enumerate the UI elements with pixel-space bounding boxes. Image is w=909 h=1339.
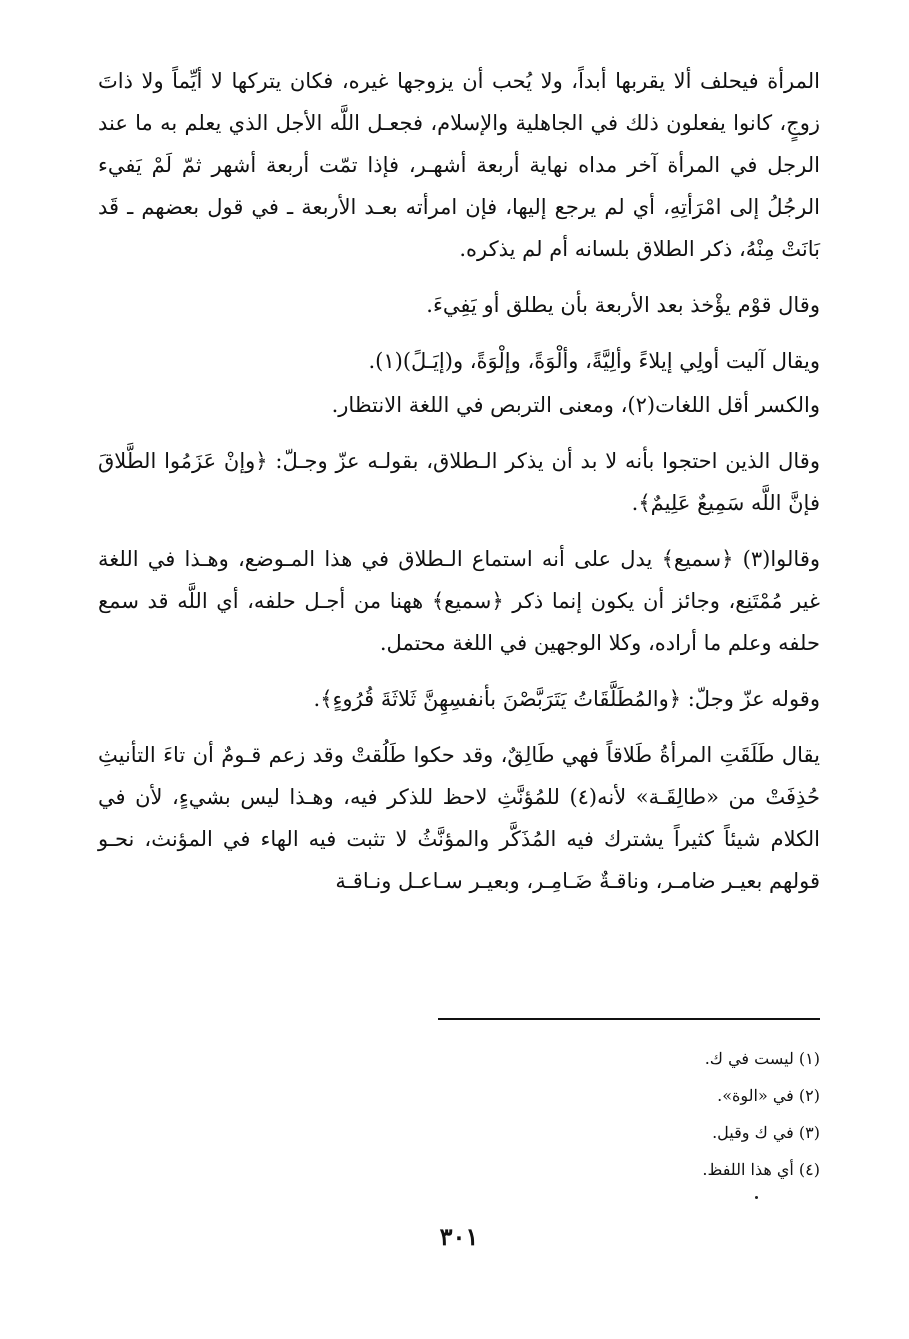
footnote-2: (٢) في «الوة». (717, 1086, 820, 1105)
paragraph-2: وقال قوْم يؤْخذ بعد الأربعة بأن يطلق أو يَفِيءَ. (426, 293, 820, 317)
paragraph-4: والكسر أقل اللغات(٢)، ومعنى التربص في اللغة الانتظار. (331, 393, 820, 417)
paragraph-8: يقال طَلَقَتِ المرأةُ طَلاقاً فهي طَالِقٌ، وقد حكوا طَلُقتْ وقد زعم قـومٌ أن تاءَ التأنيثِ حُذِفَتْ من «طالِقَـة» لأنه(٤) للمُؤنَّثِ لاحظ للذكر فيه، وهـذا ليس بشيءٍ، لأن في الكلام شيئاً كثيراً يشترك فيه المُذَكَّر والمؤنَّثُ لا تثبت فيه الهاء في المؤنث، نحـو قولهم بعيـر ضامـر، وناقـةٌ ضَـامِـر، وبعيـر سـاعـل ونـاقـة (98, 743, 820, 893)
footnote-1: (١) ليست في ك. (704, 1049, 820, 1068)
document-page (98, 60, 820, 1320)
footnote-3: (٣) في ك وقيل. (712, 1123, 820, 1142)
paragraph-1: المرأة فيحلف ألا يقربها أبداً، ولا يُحب أن يزوجها غيره، فكان يتركها لا أيِّماً ولا ذاتَ زوجٍ، كانوا يفعلون ذلك في الجاهلية والإسلام، فجعـل اللَّه الأجل الذي يعلم به ما عند الرجل في المرأة آخر مداه نهاية أربعة أشهـر، فإذا تمّت أربعة أشهر ثمّ لَمْ يَفيء الرجُلُ إلى امْرَأتِهِ، أي لم يرجع إليها، فإن امرأته بعـد الأربعة ـ في قول بعضهم ـ قَد بَانَتْ مِنْهُ، ذكر الطلاق بلسانه أم لم يذكره. (98, 69, 820, 261)
footnote-4: (٤) أي هذا اللفظ. (702, 1160, 820, 1179)
paragraph-3: ويقال آليت أولِي إيلاءً وألِيَّةً، وألْوَةً، وإلْوَةً، و(إيَـلً)(١). (368, 349, 820, 373)
footnote-divider (438, 1018, 820, 1020)
footnotes (98, 1040, 820, 1188)
paragraph-5: وقال الذين احتجوا بأنه لا بد أن يذكر الـطلاق، بقولـه عزّ وجـلّ: ﴿وإنْ عَزَمُوا الطَّلاقَ فإنَّ اللَّه سَمِيعٌ عَلِيمٌ﴾. (98, 449, 820, 515)
paragraph-7: وقوله عزّ وجلّ: ﴿والمُطَلَّقَاتُ يَتَرَبَّصْنَ بأنفسِهِنَّ ثَلاثَةَ قُرُوءٍ﴾. (313, 687, 820, 711)
stray-dot (755, 1196, 758, 1199)
main-text (98, 60, 820, 902)
page-number: ٣٠١ (439, 1222, 479, 1251)
paragraph-6: وقالوا(٣) ﴿سميع﴾ يدل على أنه استماع الـطلاق في هذا المـوضع، وهـذا في اللغة غير مُمْتَنِع، وجائز أن يكون إنما ذكر ﴿سميع﴾ ههنا من أجـل حلفه، أي اللَّه قد سمع حلفه وعلم ما أراده، وكلا الوجهين في اللغة محتمل. (98, 547, 820, 655)
